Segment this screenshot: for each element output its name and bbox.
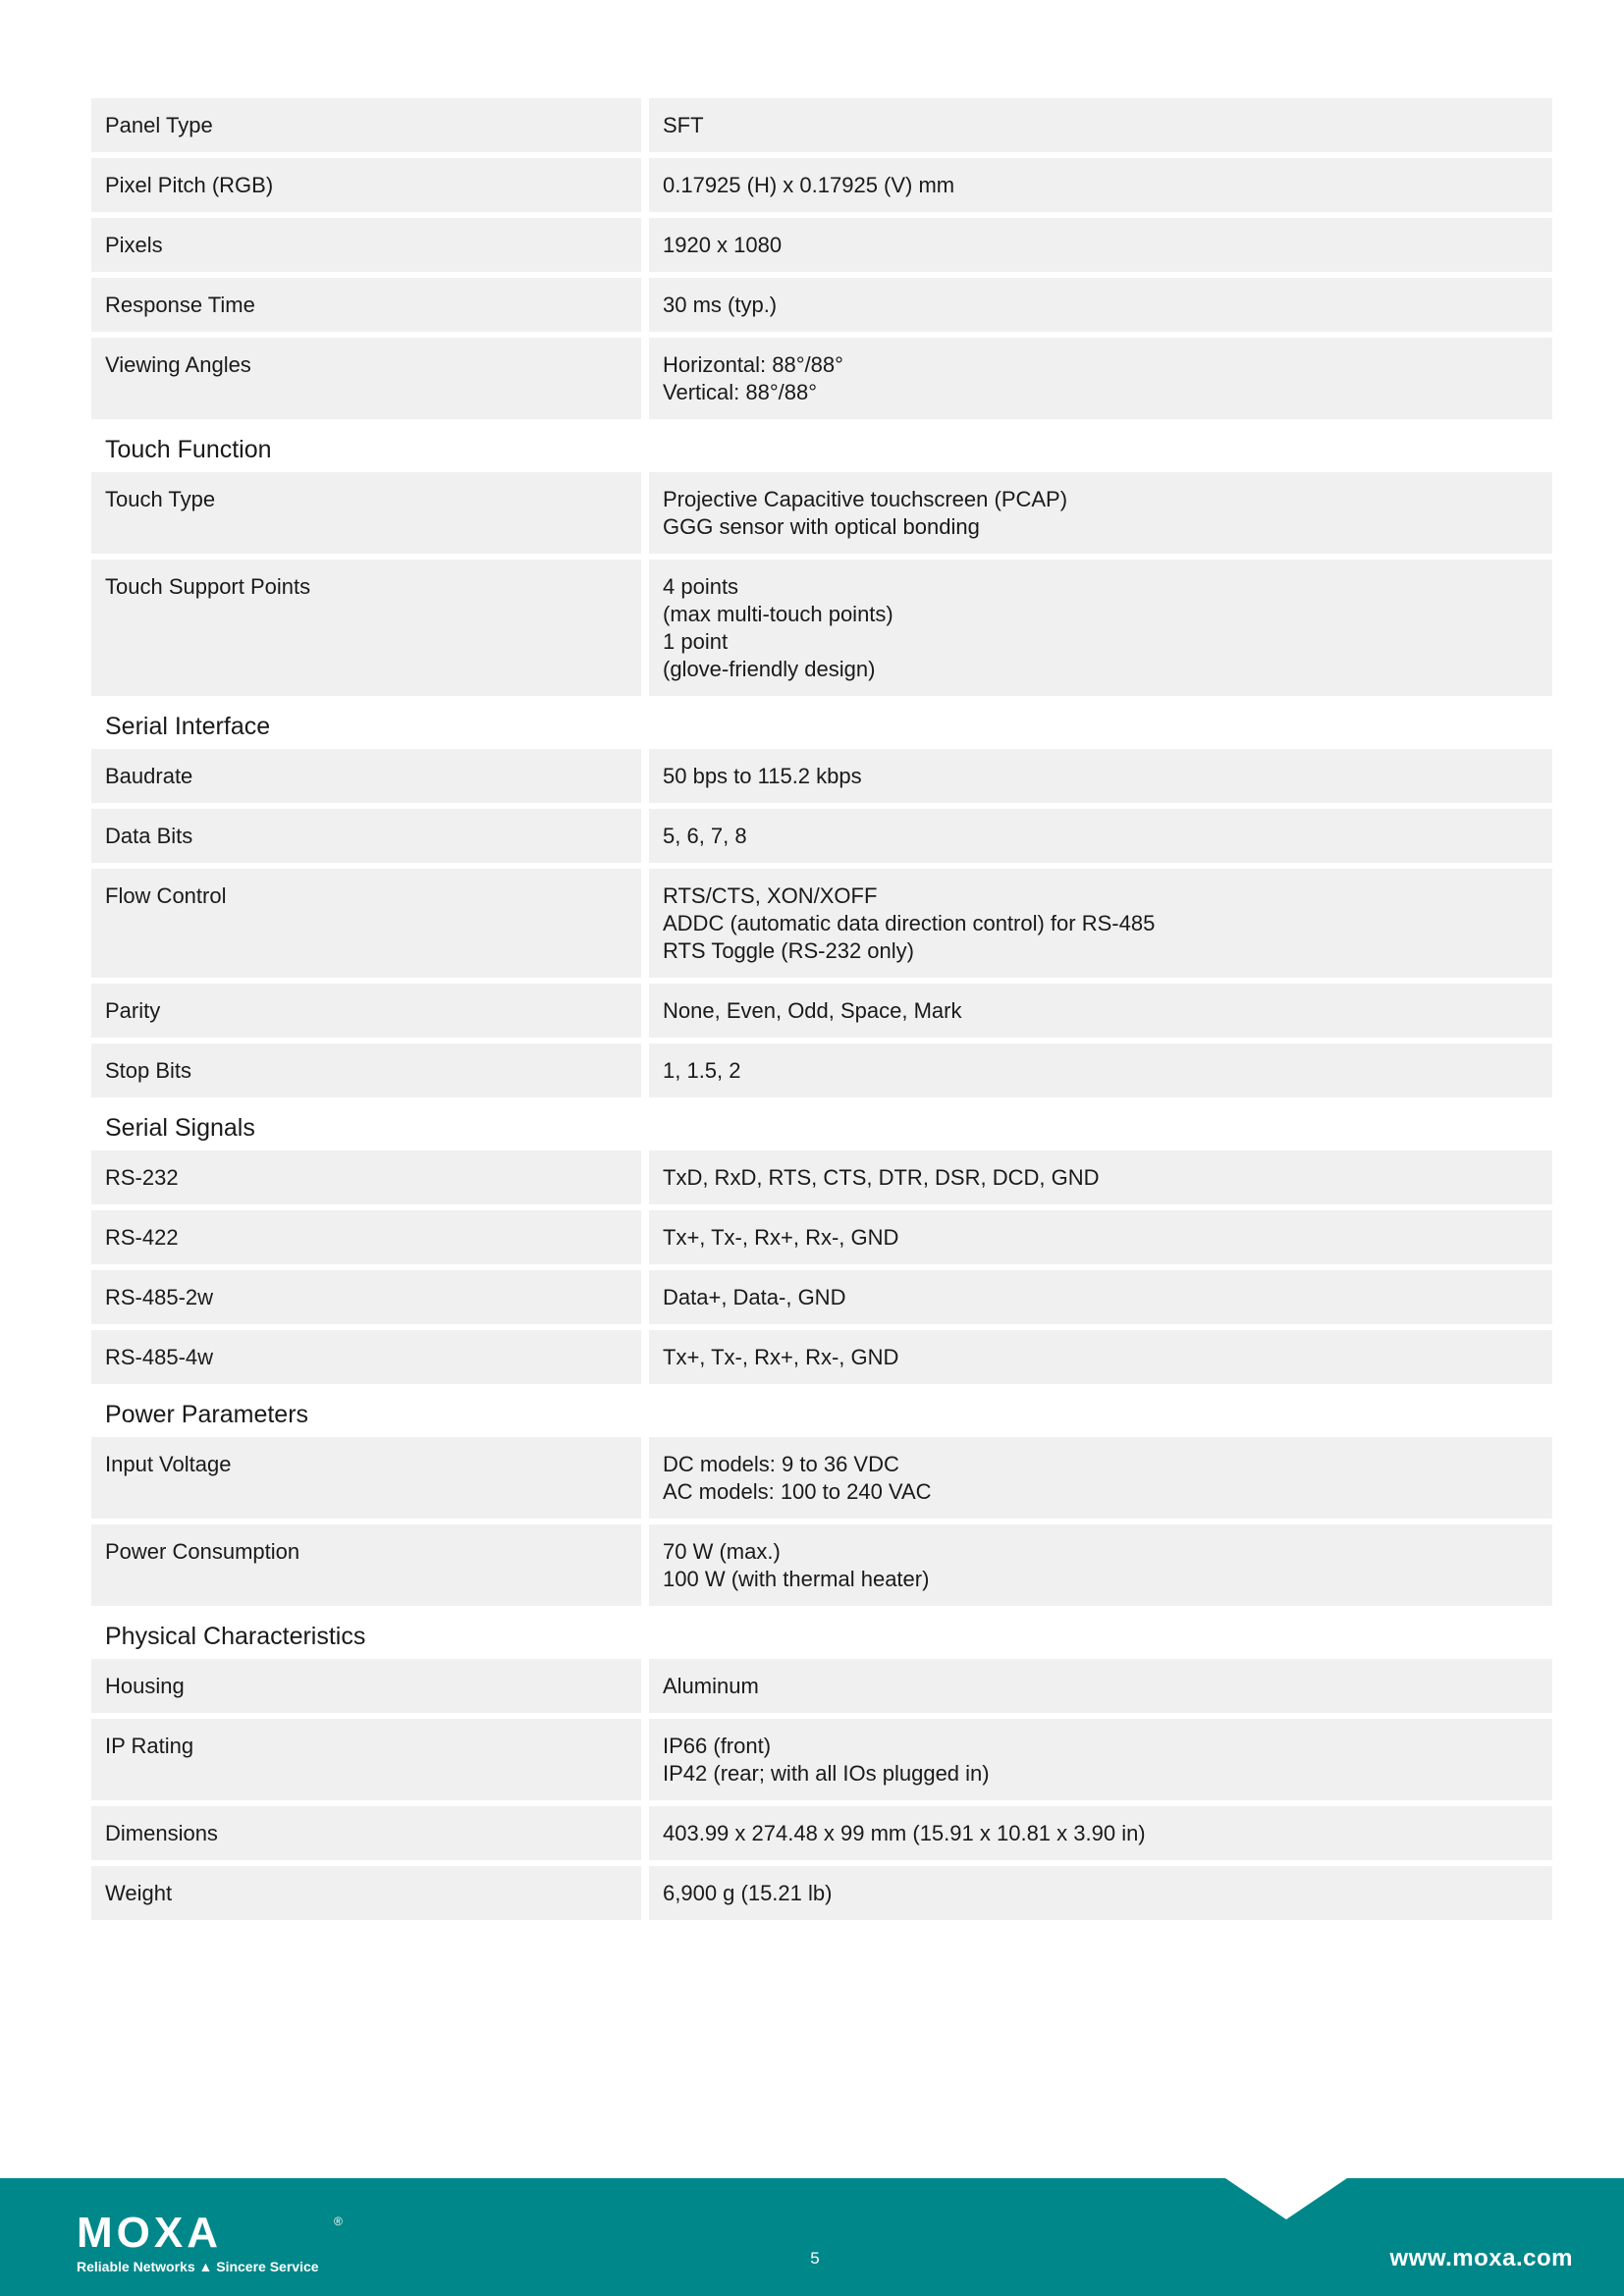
spec-label: Data Bits [91, 809, 641, 863]
spec-value-line: (max multi-touch points) [663, 602, 893, 626]
spec-row [91, 1270, 1552, 1324]
spec-value-line: 403.99 x 274.48 x 99 mm (15.91 x 10.81 x 3.90 in) [663, 1821, 1146, 1845]
spec-label: Response Time [91, 278, 641, 332]
spec-label: Baudrate [91, 749, 641, 803]
spec-label: RS-485-2w [91, 1270, 641, 1324]
spec-value-line: 5, 6, 7, 8 [663, 824, 747, 848]
spec-row [91, 1806, 1552, 1860]
spec-section [91, 425, 1552, 696]
section-heading: Serial Signals [105, 1114, 255, 1142]
spec-value-line: 50 bps to 115.2 kbps [663, 764, 862, 788]
spec-label: Pixel Pitch (RGB) [91, 158, 641, 212]
spec-value [649, 560, 1552, 696]
spec-row [91, 560, 1552, 696]
logo-wordmark: MOXA [77, 2210, 222, 2257]
spec-label: Power Consumption [91, 1524, 641, 1606]
spec-row [91, 1437, 1552, 1519]
spec-value-line: Data+, Data-, GND [663, 1285, 846, 1309]
spec-label: Panel Type [91, 98, 641, 152]
spec-label: Flow Control [91, 869, 641, 978]
spec-value-line: 6,900 g (15.21 lb) [663, 1881, 833, 1905]
spec-value-line: AC models: 100 to 240 VAC [663, 1479, 932, 1504]
spec-value-line: SFT [663, 113, 704, 137]
spec-row [91, 338, 1552, 419]
spec-label: Dimensions [91, 1806, 641, 1860]
spec-section [91, 98, 1552, 419]
spec-row [91, 869, 1552, 978]
spec-section [91, 702, 1552, 1097]
section-heading: Power Parameters [105, 1401, 309, 1428]
spec-value-line: Tx+, Tx-, Rx+, Rx-, GND [663, 1345, 899, 1369]
spec-value-line: 70 W (max.) [663, 1539, 781, 1564]
spec-row [91, 278, 1552, 332]
spec-label: RS-485-4w [91, 1330, 641, 1384]
section-heading: Touch Function [105, 436, 272, 463]
spec-label: Pixels [91, 218, 641, 272]
spec-row [91, 1524, 1552, 1606]
section-heading: Physical Characteristics [105, 1623, 366, 1650]
spec-row [91, 1330, 1552, 1384]
spec-value [649, 278, 1552, 332]
spec-value [649, 1866, 1552, 1920]
spec-label: RS-422 [91, 1210, 641, 1264]
spec-section [91, 1390, 1552, 1606]
spec-label: RS-232 [91, 1150, 641, 1204]
spec-value-line: GGG sensor with optical bonding [663, 514, 980, 539]
spec-sheet [91, 98, 1552, 1926]
spec-value-line: Tx+, Tx-, Rx+, Rx-, GND [663, 1225, 899, 1250]
spec-label: Parity [91, 984, 641, 1038]
spec-value-line: Vertical: 88°/88° [663, 380, 818, 404]
footer-band [0, 2178, 1624, 2296]
spec-value [649, 749, 1552, 803]
spec-value [649, 1210, 1552, 1264]
spec-row [91, 1719, 1552, 1800]
spec-label: Touch Type [91, 472, 641, 554]
spec-value [649, 1806, 1552, 1860]
spec-label: Viewing Angles [91, 338, 641, 419]
spec-value [649, 1719, 1552, 1800]
spec-value-line: Aluminum [663, 1674, 759, 1698]
spec-label: IP Rating [91, 1719, 641, 1800]
spec-value [649, 472, 1552, 554]
spec-value [649, 158, 1552, 212]
spec-value-line: 1, 1.5, 2 [663, 1058, 741, 1083]
spec-value [649, 869, 1552, 978]
spec-label: Housing [91, 1659, 641, 1713]
spec-value-line: None, Even, Odd, Space, Mark [663, 998, 962, 1023]
spec-value [649, 98, 1552, 152]
spec-value-line: 0.17925 (H) x 0.17925 (V) mm [663, 173, 955, 197]
spec-value-line: 1920 x 1080 [663, 233, 783, 257]
spec-value-line: RTS Toggle (RS-232 only) [663, 938, 914, 963]
section-heading: Serial Interface [105, 713, 271, 740]
footer-notch [1225, 2178, 1347, 2219]
spec-value-line: 4 points [663, 574, 739, 599]
spec-value [649, 218, 1552, 272]
spec-row [91, 98, 1552, 152]
spec-label: Stop Bits [91, 1043, 641, 1097]
spec-value-line: (glove-friendly design) [663, 657, 876, 681]
spec-value-line: IP66 (front) [663, 1734, 772, 1758]
spec-value [649, 1524, 1552, 1606]
spec-value-line: Horizontal: 88°/88° [663, 352, 843, 377]
spec-value [649, 338, 1552, 419]
spec-value-line: 100 W (with thermal heater) [663, 1567, 930, 1591]
spec-label: Touch Support Points [91, 560, 641, 696]
spec-section [91, 1612, 1552, 1920]
spec-value [649, 1437, 1552, 1519]
spec-value-line: ADDC (automatic data direction control) for RS-485 [663, 911, 1156, 935]
spec-value [649, 1150, 1552, 1204]
spec-label: Weight [91, 1866, 641, 1920]
spec-row [91, 158, 1552, 212]
spec-row [91, 749, 1552, 803]
spec-row [91, 1866, 1552, 1920]
spec-value-line: 1 point [663, 629, 729, 654]
logo-registered-mark: ® [334, 2215, 343, 2228]
spec-value [649, 809, 1552, 863]
spec-value-line: DC models: 9 to 36 VDC [663, 1452, 899, 1476]
spec-value-line: 30 ms (typ.) [663, 293, 778, 317]
spec-value-line: Projective Capacitive touchscreen (PCAP) [663, 487, 1068, 511]
spec-value [649, 1270, 1552, 1324]
spec-row [91, 809, 1552, 863]
website-url[interactable]: www.moxa.com [1389, 2245, 1573, 2271]
page-number: 5 [810, 2249, 820, 2268]
spec-value [649, 1330, 1552, 1384]
spec-value-line: RTS/CTS, XON/XOFF [663, 883, 878, 908]
footer-tagline: Reliable Networks ▲ Sincere Service [77, 2259, 319, 2274]
spec-value [649, 1043, 1552, 1097]
spec-row [91, 1659, 1552, 1713]
spec-row [91, 1043, 1552, 1097]
spec-label: Input Voltage [91, 1437, 641, 1519]
spec-row [91, 984, 1552, 1038]
spec-value-line: TxD, RxD, RTS, CTS, DTR, DSR, DCD, GND [663, 1165, 1100, 1190]
spec-row [91, 218, 1552, 272]
spec-row [91, 1210, 1552, 1264]
spec-value-line: IP42 (rear; with all IOs plugged in) [663, 1761, 990, 1786]
spec-row [91, 1150, 1552, 1204]
spec-value [649, 1659, 1552, 1713]
spec-section [91, 1103, 1552, 1384]
spec-row [91, 472, 1552, 554]
spec-value [649, 984, 1552, 1038]
